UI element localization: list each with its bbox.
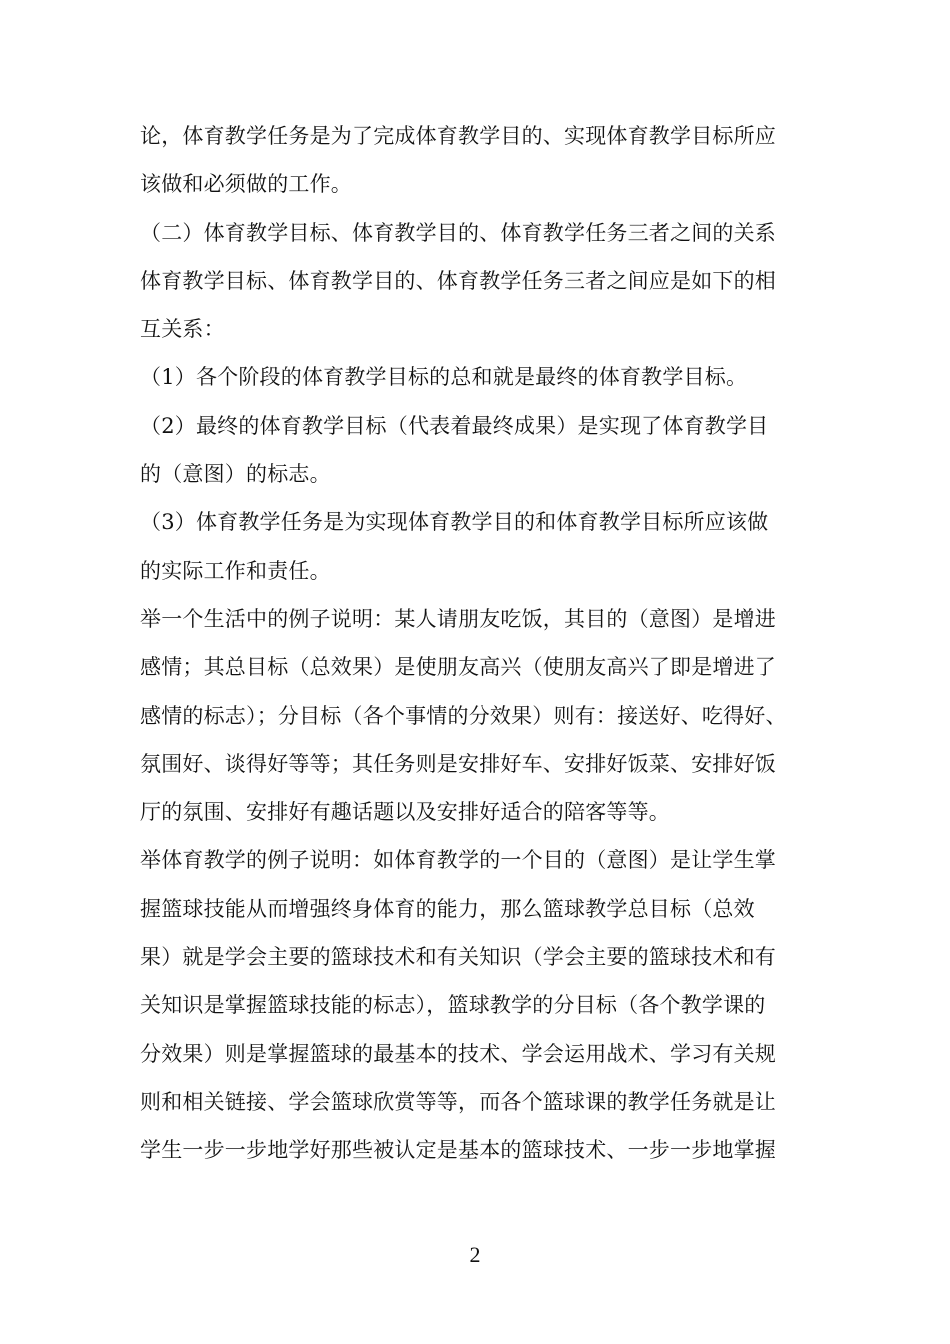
text-line: 氛围好、谈得好等等；其任务则是安排好车、安排好饭菜、安排好饭 bbox=[140, 751, 776, 776]
text-line: 关知识是掌握篮球技能的标志），篮球教学的分目标（各个教学课的 bbox=[140, 993, 766, 1018]
text-line: 举体育教学的例子说明：如体育教学的一个目的（意图）是让学生掌 bbox=[140, 848, 776, 873]
section-heading: （二）体育教学目标、体育教学目的、体育教学任务三者之间的关系 bbox=[140, 220, 776, 245]
text-line: 果）就是学会主要的篮球技术和有关知识（学会主要的篮球技术和有 bbox=[140, 945, 776, 970]
text-line: 论，体育教学任务是为了完成体育教学目的、实现体育教学目标所应 bbox=[140, 124, 776, 148]
body-text bbox=[140, 112, 840, 1175]
text-line: 感情的标志）；分目标（各个事情的分效果）则有：接送好、吃得好、 bbox=[140, 703, 787, 728]
text-line: 握篮球技能从而增强终身体育的能力，那么篮球教学总目标（总效 bbox=[140, 896, 755, 921]
text-line: 感情；其总目标（总效果）是使朋友高兴（使朋友高兴了即是增进了 bbox=[140, 655, 776, 680]
text-line: 互关系： bbox=[140, 317, 225, 342]
list-item: （1）各个阶段的体育教学目标的总和就是最终的体育教学目标。 bbox=[140, 365, 748, 390]
text-line: 则和相关链接、学会篮球欣赏等等，而各个篮球课的教学任务就是让 bbox=[140, 1089, 776, 1114]
text-line: 分效果）则是掌握篮球的最基本的技术、学会运用战术、学习有关规 bbox=[140, 1041, 776, 1066]
list-item: （3）体育教学任务是为实现体育教学目的和体育教学目标所应该做 bbox=[140, 510, 769, 535]
list-item: （2）最终的体育教学目标（代表着最终成果）是实现了体育教学目 bbox=[140, 413, 769, 438]
text-line: 体育教学目标、体育教学目的、体育教学任务三者之间应是如下的相 bbox=[140, 268, 776, 293]
text-line: 学生一步一步地学好那些被认定是基本的篮球技术、一步一步地掌握 bbox=[140, 1138, 776, 1163]
text-line: 的（意图）的标志。 bbox=[140, 462, 331, 487]
text-line: 厅的氛围、安排好有趣话题以及安排好适合的陪客等等。 bbox=[140, 800, 670, 825]
page-number: 2 bbox=[469, 1242, 481, 1267]
text-line: 该做和必须做的工作。 bbox=[140, 172, 352, 197]
text-line: 的实际工作和责任。 bbox=[140, 558, 331, 583]
text-line: 举一个生活中的例子说明：某人请朋友吃饭，其目的（意图）是增进 bbox=[140, 606, 776, 631]
